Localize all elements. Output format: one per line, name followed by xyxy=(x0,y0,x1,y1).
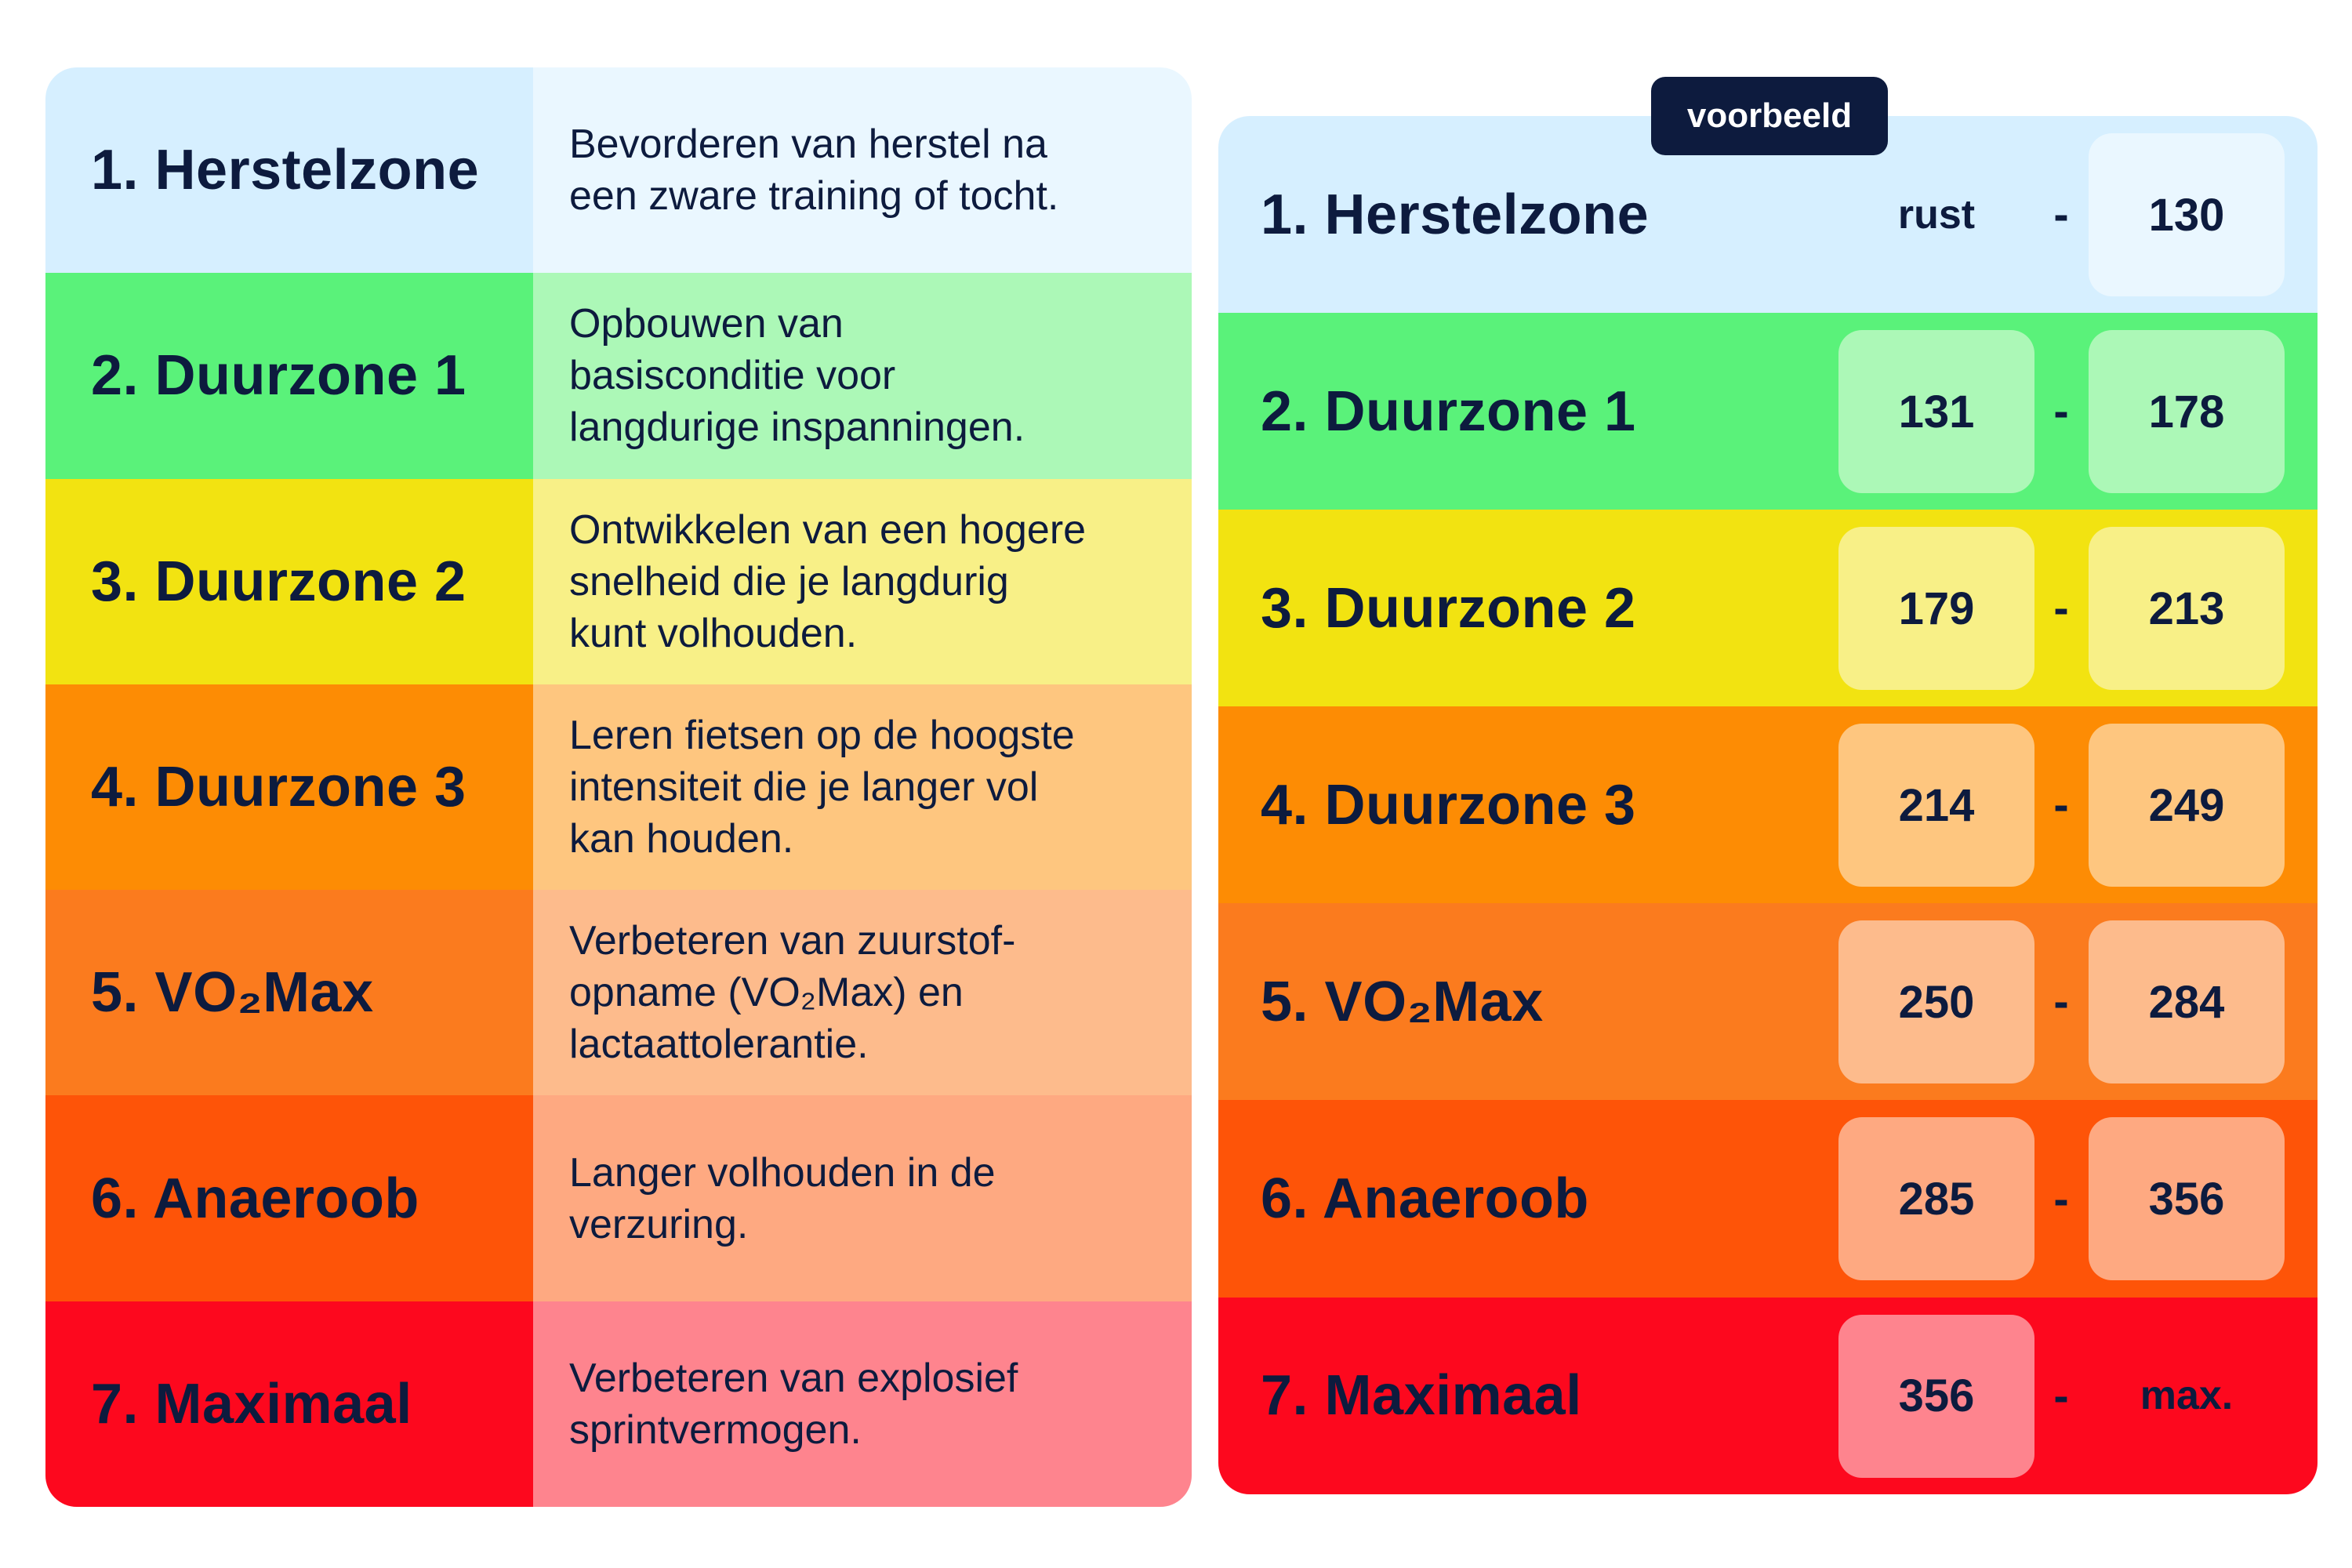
range-low-box: 131 xyxy=(1838,330,2034,493)
zone-description: Bevorderen van herstel na een zware training of tocht. xyxy=(533,67,1192,273)
zone-name: 1. Herstelzone xyxy=(1261,183,1650,246)
zone-row xyxy=(45,67,1192,273)
example-row xyxy=(1218,1298,2318,1494)
range-separator: - xyxy=(2053,189,2069,241)
zone-row xyxy=(45,684,1192,890)
zone-description: Ontwikkelen van een hogere snelheid die je langdurig kunt volhouden. xyxy=(533,479,1192,684)
example-row xyxy=(1218,706,2318,903)
zone-name: 7. Maximaal xyxy=(45,1301,533,1507)
zone-name: 3. Duurzone 2 xyxy=(45,479,533,684)
zone-row xyxy=(45,1095,1192,1301)
range-separator: - xyxy=(2053,583,2069,634)
zone-name: 6. Anaeroob xyxy=(1261,1167,1589,1231)
zone-description: Opbouwen van basisconditie voor langdurige inspanningen. xyxy=(533,273,1192,478)
zone-name: 4. Duurzone 3 xyxy=(1261,773,1636,837)
range-high-box: 213 xyxy=(2089,527,2285,690)
zone-description: Leren fietsen op de hoogste intensiteit die je langer vol kan houden. xyxy=(533,684,1192,890)
range-low-box: 214 xyxy=(1838,724,2034,887)
range-high-label: max. xyxy=(2140,1373,2234,1419)
range-separator: - xyxy=(2053,1370,2069,1421)
range-separator: - xyxy=(2053,386,2069,437)
zone-name: 4. Duurzone 3 xyxy=(45,684,533,890)
zone-name: 5. VO₂Max xyxy=(45,890,533,1095)
zone-description: Langer volhouden in de verzuring. xyxy=(533,1095,1192,1301)
zone-name: 6. Anaeroob xyxy=(45,1095,533,1301)
zone-name: 7. Maximaal xyxy=(1261,1364,1582,1428)
range-separator: - xyxy=(2053,1173,2069,1225)
zone-row xyxy=(45,890,1192,1095)
range-high-box: 178 xyxy=(2089,330,2285,493)
range-low-box: 250 xyxy=(1838,920,2034,1083)
range-high-box: 130 xyxy=(2089,133,2285,296)
range-high-box: 249 xyxy=(2089,724,2285,887)
example-badge: voorbeeld xyxy=(1651,77,1888,155)
zone-name: 5. VO₂Max xyxy=(1261,970,1544,1033)
zone-row xyxy=(45,273,1192,478)
zone-name: 1. Herstelzone xyxy=(45,67,533,273)
zone-description: Verbeteren van explosief sprintvermogen. xyxy=(533,1301,1192,1507)
range-low-label: rust xyxy=(1897,191,1976,238)
zone-row xyxy=(45,479,1192,684)
range-low-box: 356 xyxy=(1838,1315,2034,1478)
zone-description-table xyxy=(45,67,1192,1507)
zone-row xyxy=(45,1301,1192,1507)
range-separator: - xyxy=(2053,779,2069,831)
range-low-box: 179 xyxy=(1838,527,2034,690)
zone-name: 2. Duurzone 1 xyxy=(45,273,533,478)
range-separator: - xyxy=(2053,976,2069,1028)
range-low-box: 285 xyxy=(1838,1117,2034,1280)
example-row xyxy=(1218,1100,2318,1297)
example-power-table xyxy=(1218,116,2318,1494)
range-high-box: 356 xyxy=(2089,1117,2285,1280)
zone-description: Verbeteren van zuurstof- opname (VO₂Max) en lactaattolerantie. xyxy=(533,890,1192,1095)
zone-name: 3. Duurzone 2 xyxy=(1261,576,1636,640)
range-high-box: 284 xyxy=(2089,920,2285,1083)
example-row xyxy=(1218,510,2318,706)
zone-name: 2. Duurzone 1 xyxy=(1261,379,1636,443)
example-row xyxy=(1218,903,2318,1100)
example-row xyxy=(1218,313,2318,510)
